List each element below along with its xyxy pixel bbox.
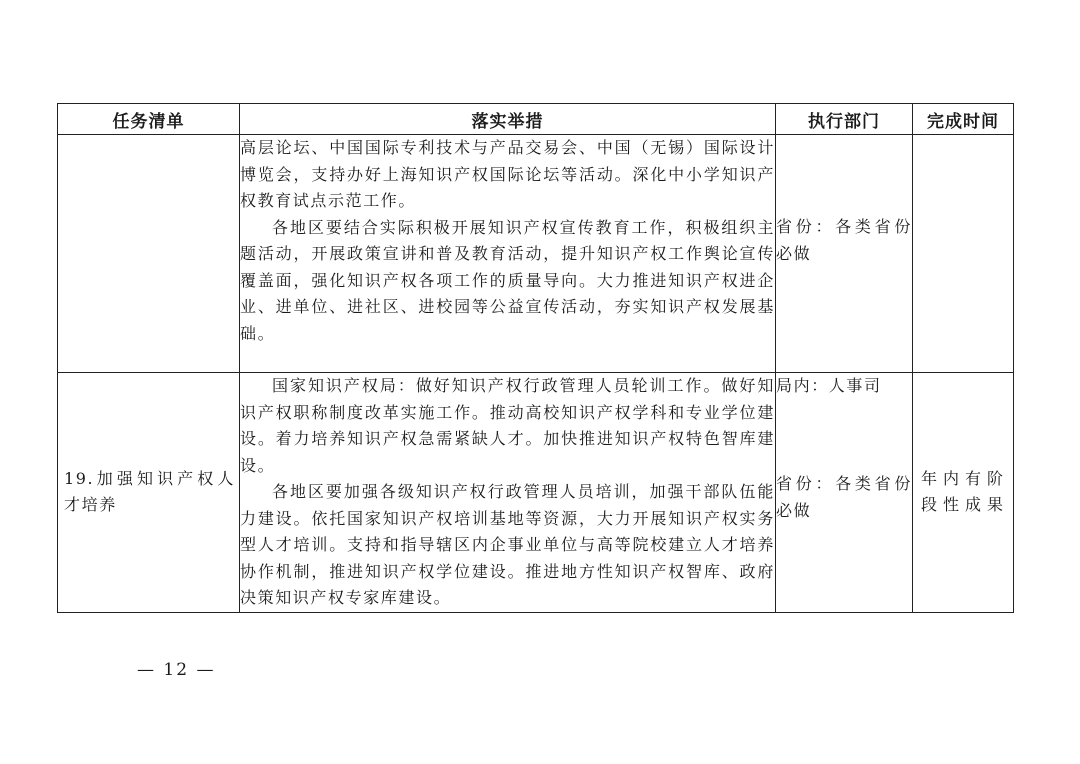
department-entry: 省份：各类省份必做 [776,217,912,263]
table-row [58,373,1014,613]
measure-paragraph: 国家知识产权局：做好知识产权行政管理人员轮训工作。做好知识产权职称制度改革实施工作。推动高校知识产权学科和专业学位建设。着力培养知识产权急需紧缺人才。加快推进知识产权特色智库建设。 [240,376,775,475]
header-department: 执行部门 [776,104,913,135]
task-table [57,103,1014,613]
measures-cell [240,373,776,613]
page-number: — 12 — [137,660,216,680]
department-cell [776,373,913,613]
department-entry: 局内：人事司 [776,376,882,395]
department-entry [776,135,912,214]
department-cell [776,135,913,373]
header-row [58,104,1014,135]
task-cell [58,135,240,373]
measure-paragraph: 各地区要结合实际积极开展知识产权宣传教育工作，积极组织主题活动，开展政策宣讲和普及教育活动，提升知识产权工作舆论宣传覆盖面，强化知识产权各项工作的质量导向。大力推进知识产权进企业、进单位、进社区、进校园等公益宣传活动，夯实知识产权发展基础。 [240,217,775,343]
measure-paragraph: 各地区要加强各级知识产权行政管理人员培训，加强干部队伍能力建设。依托国家知识产权培训基地等资源，大力开展知识产权实务型人才培训。支持和指导辖区内企事业单位与高等院校建立人才培养协作机制，推进知识产权学位建设。推进地方性知识产权智库、政府决策知识产权专家库建设。 [240,482,775,607]
header-deadline: 完成时间 [913,104,1014,135]
task-cell: 19.加强知识产权人才培养 [58,373,240,613]
deadline-cell [913,373,1014,613]
header-task: 任务清单 [58,104,240,135]
measure-paragraph: 高层论坛、中国国际专利技术与产品交易会、中国（无锡）国际设计博览会，支持办好上海知识产权国际论坛等活动。深化中小学知识产权教育试点示范工作。 [240,138,775,210]
header-measures: 落实举措 [240,104,776,135]
deadline-text: 年内有阶段性成果 [921,468,1010,515]
department-entry: 省份：各类省份必做 [776,474,912,520]
measures-cell [240,135,776,373]
table-row [58,135,1014,373]
deadline-cell [913,135,1014,373]
